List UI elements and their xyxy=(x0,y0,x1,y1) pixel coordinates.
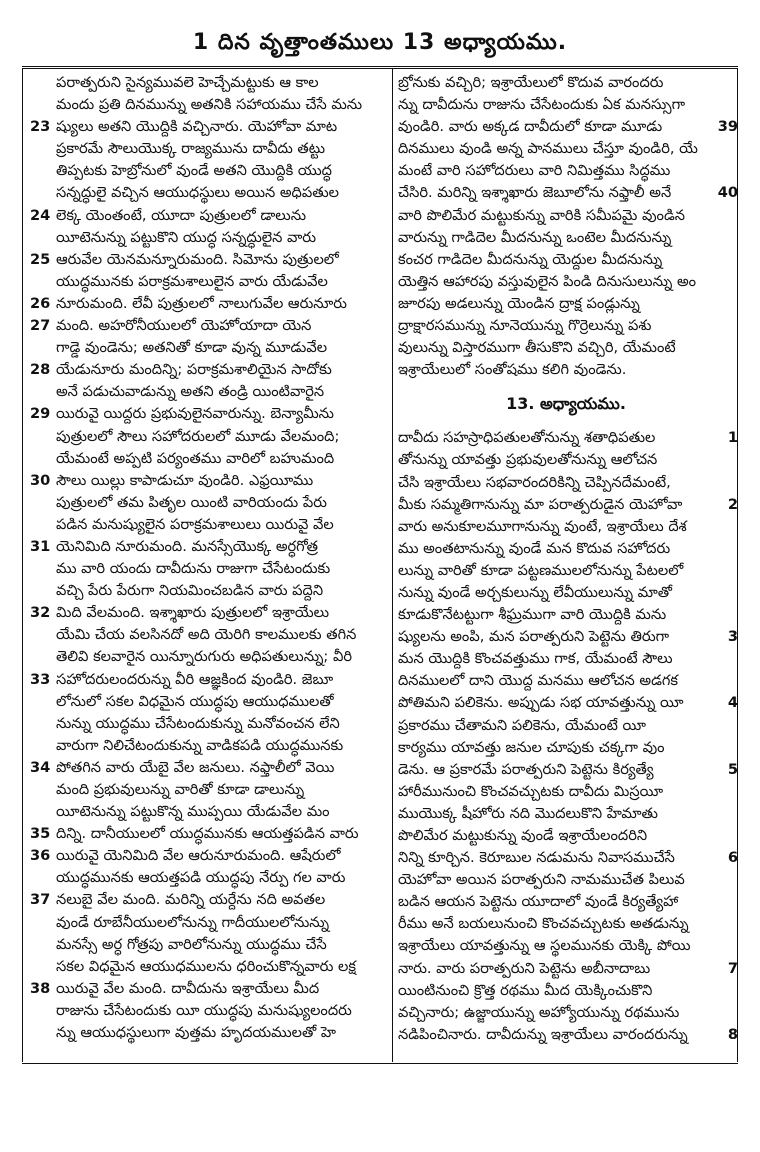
line-text: రీము అనే బయలునుంచి కొంచవచ్చుటకు అతడున్ను xyxy=(398,915,689,933)
line-text: నున్ను యుద్ధము చేసేటందుకున్ను మనోవంచన లేని xyxy=(56,714,340,732)
line-text: సౌలు యిల్లు కాపాడుచూ వుండిరి. ఎఫ్రయీము xyxy=(56,471,314,489)
text-line xyxy=(30,713,386,735)
line-text: న్ను దావీదును రాజును చేసేటందుకు ఏక మనస్సుగా xyxy=(398,96,686,114)
text-line xyxy=(30,934,386,956)
text-line xyxy=(30,160,386,182)
line-text: వుండిరి. వారు అక్కడ దావీదులో కూడా మూడు xyxy=(398,118,663,136)
line-text: హారీమునుంచి కొంచవచ్చుటకు దావీదు మిస్రయీ xyxy=(398,782,664,800)
text-line xyxy=(398,359,734,381)
text-line xyxy=(30,514,386,536)
text-line xyxy=(398,958,738,980)
text-line xyxy=(398,869,734,891)
right-frame-rule xyxy=(737,68,738,1062)
text-line xyxy=(398,205,734,227)
line-text: వచ్చి పేరు పేరుగా నియమించబడిన వారు పద్దెని xyxy=(56,582,324,600)
text-line xyxy=(30,580,386,602)
verse-number: 28 xyxy=(30,361,51,379)
text-line xyxy=(30,646,386,668)
text-line xyxy=(30,779,386,801)
text-line xyxy=(30,492,386,514)
line-text: వారి పొలిమేర మట్టుకున్ను వారికి సమీపమై వుండిన xyxy=(398,206,685,224)
text-line xyxy=(398,72,734,94)
text-line xyxy=(30,116,386,138)
line-text: సన్నద్ధులై వచ్చిన ఆయుధస్థులు అయిన అధిపతుల xyxy=(56,184,339,202)
verse-number: 4 xyxy=(727,694,738,712)
line-text: తోనున్ను యావత్తు ప్రభువులతోనున్ను ఆలోచన xyxy=(398,451,658,469)
verse-number: 6 xyxy=(727,849,738,867)
line-text: కంచర గాడిదెల మీదనున్ను యెద్దుల మీదనున్ను xyxy=(398,250,663,268)
line-text: మీకు సమ్మతిగానున్ను మా పరాత్పరుడైన యెహోవా xyxy=(398,495,683,513)
text-line xyxy=(398,759,738,781)
line-text: పొలిమేర మట్టుకున్ను వుండే ఇశ్రాయేలందరిని xyxy=(398,827,648,844)
line-text: ప్రకారమే సౌలుయొక్క రాజ్యమును దావీదు తట్టు xyxy=(56,140,326,158)
line-text: యిరువై యెనిమిది వేల ఆరునూరుమంది. ఆషేరులో xyxy=(56,847,341,865)
line-text: ష్యులను అంపి, మన పరాత్పరుని పెట్టెను తిరుగా xyxy=(398,628,670,646)
line-text: న్ను ఆయుధస్థులుగా వుత్తమ హృదయములతో హె xyxy=(56,1024,336,1042)
line-text: పడిన మనుష్యులైన పరాక్రమశాలులు యిరువై వేల xyxy=(56,515,334,533)
line-text: వులున్ను విస్తారముగా తీసుకొని వచ్చిరి, యేమంటే xyxy=(398,339,676,357)
line-text: యుద్ధమునకు ఆయత్తపడి యుద్ధపు నేర్పు గల వారు xyxy=(56,869,346,887)
line-text: యుద్ధమునకు పరాక్రమశాలులైన వారు యేడువేల xyxy=(56,272,328,290)
verse-number: 1 xyxy=(727,429,738,447)
line-text: బడిన ఆయన పెట్టెను యూదాలో వుండే కిర్యత్యేహా xyxy=(398,893,679,911)
line-text: ము వారి యందు దావీదును రాజుగా చేసేటందుకు xyxy=(56,560,331,578)
line-text: అనే పడుచువాడున్ను అతని తండ్రి యింటివారైన xyxy=(56,383,325,401)
text-line xyxy=(30,823,386,845)
line-text: మిది వేలమంది. ఇశ్శాఖారు పుత్రులలో ఇశ్రాయేలు xyxy=(56,604,330,622)
text-line xyxy=(30,536,386,558)
text-line xyxy=(30,889,386,911)
text-line xyxy=(30,757,386,779)
line-text: మంటే వారి సహోదరులు వారి నిమిత్తము సిద్ధము xyxy=(398,162,671,180)
line-text: వారుగా నిలిచేటందుకున్ను వాడికపడి యుద్ధమునకు xyxy=(56,736,344,754)
text-line xyxy=(30,337,386,359)
line-text: రాజును చేసేటందుకు యీ యుద్ధపు మనుష్యులందరు xyxy=(56,1001,352,1019)
verse-number: 5 xyxy=(727,760,738,778)
line-text: లెక్క యెంతంటే, యూదా పుత్రులలో డాలును xyxy=(56,206,306,224)
line-text: యిరువై యిద్దరు ప్రభువులైనవారున్ను. బెన్యామీను xyxy=(56,405,334,423)
text-line xyxy=(398,182,738,204)
line-text: నారు. వారు పరాత్పరుని పెట్టెను అబీనాదాబు xyxy=(398,959,651,977)
left-column xyxy=(30,72,386,1044)
text-line xyxy=(398,516,734,538)
bottom-rule xyxy=(22,1063,738,1064)
line-text: ఇశ్రాయేలులో సంతోషము కలిగి వుండెను. xyxy=(398,361,627,379)
top-rule xyxy=(22,66,738,69)
text-line xyxy=(398,315,734,337)
verse-number: 33 xyxy=(30,670,51,688)
line-text: మందు ప్రతి దినమున్ను అతనికి సహాయము చేసే మను xyxy=(56,96,363,114)
verse-number: 35 xyxy=(30,825,51,843)
line-text: మంది. అహరోనీయులలో యెహోయాదా యెన xyxy=(56,317,312,335)
text-line xyxy=(398,825,734,847)
text-line xyxy=(398,670,734,692)
text-line xyxy=(30,669,386,691)
text-line xyxy=(30,845,386,867)
text-line xyxy=(30,381,386,403)
line-text: యిరువై వేల మంది. దావీదును ఇశ్రాయేలు మీద xyxy=(56,979,320,997)
line-text: తెలివి కలవారైన యిన్నూరుగురు అధిపతులున్ను; వీరి xyxy=(56,648,353,666)
text-line xyxy=(30,602,386,624)
verse-number: 36 xyxy=(30,847,51,865)
text-line xyxy=(398,1002,734,1024)
text-line xyxy=(30,1022,386,1044)
line-text: మన యొద్దికి కొంచవత్తుము గాక, యేమంటే సౌలు xyxy=(398,650,673,668)
verse-number: 32 xyxy=(30,604,51,622)
text-line xyxy=(30,426,386,448)
line-text: వారున్ను గాడిదెల మీదనున్ను ఒంటెల మీదనున్ను xyxy=(398,228,672,246)
chapter-heading: 13. అధ్యాయము. xyxy=(506,394,626,414)
text-line xyxy=(30,182,386,204)
text-line xyxy=(398,604,734,626)
verse-number: 27 xyxy=(30,317,51,335)
text-line xyxy=(30,94,386,116)
text-line xyxy=(398,427,738,449)
line-text: యేమంటే అప్పటి పర్యంతము వారిలో బహుమంది xyxy=(56,449,335,467)
verse-number: 40 xyxy=(717,184,738,202)
text-line xyxy=(30,359,386,381)
text-line xyxy=(30,72,386,94)
line-text: బ్రోనుకు వచ్చిరి; ఇశ్రాయేలులో కొదువ వారందరు xyxy=(398,74,664,91)
text-line xyxy=(398,935,734,957)
line-text: ము అంతటానున్ను వుండే మన కొదువ సహోదరు xyxy=(398,539,671,557)
text-line xyxy=(30,271,386,293)
verse-number: 24 xyxy=(30,206,51,224)
line-text: పోతిమని పలికెను. అప్పుడు సభ యావత్తున్ను యీ xyxy=(398,694,684,712)
verse-number: 29 xyxy=(30,405,51,423)
line-text: లోనులో సకల విధమైన యుద్ధపు ఆయుధములతో xyxy=(56,692,334,710)
line-text: జూరపు అడలున్ను యెండిన ద్రాక్ష పండ్లున్ను xyxy=(398,294,640,312)
verse-number: 38 xyxy=(30,979,51,997)
right-column-top xyxy=(398,72,738,381)
line-text: కార్యము యావత్తు జనుల చూపుకు చక్కగా వుం xyxy=(398,738,665,756)
text-line xyxy=(398,781,734,803)
line-text: పరాత్పరుని సైన్యమువలె హెచ్చేమట్టుకు ఆ కాల xyxy=(56,74,319,91)
text-line xyxy=(398,249,734,271)
text-line xyxy=(398,160,734,182)
text-line xyxy=(398,293,734,315)
text-line xyxy=(398,847,738,869)
line-text: ప్రకారము చేతామని పలికెను, యేమంటే యీ xyxy=(398,716,646,734)
text-line xyxy=(398,494,738,516)
right-column xyxy=(398,72,738,1046)
line-text: వచ్చినారు; ఉజ్జాయున్ను అహ్యోయున్ను రథమును xyxy=(398,1003,680,1021)
line-text: ద్రాక్షారసమున్ను నూనెయున్ను గొర్రెలున్ను పశు xyxy=(398,317,652,335)
line-text: యీటెనున్ను పట్టుకొని యుద్ధ సన్నద్ధులైన వారు xyxy=(56,228,316,246)
left-frame-rule xyxy=(22,68,23,1062)
text-line xyxy=(398,737,734,759)
line-text: దిన్ని. దానీయులలో యుద్ధమునకు ఆయత్తపడిన వారు xyxy=(56,825,359,843)
text-line xyxy=(30,403,386,425)
text-line xyxy=(30,138,386,160)
line-text: యెహోవా అయిన పరాత్పరుని నామముచేత పిలువ xyxy=(398,871,685,889)
text-line xyxy=(398,449,734,471)
text-line xyxy=(398,648,734,670)
line-text: ష్యులు అతని యొద్దికి వచ్చినారు. యెహోవా మాట xyxy=(56,118,338,136)
text-line xyxy=(398,626,738,648)
text-line xyxy=(398,1024,738,1046)
line-text: నడిపించినారు. దావీదున్ను ఇశ్రాయేలు వారందరున్ను xyxy=(398,1025,688,1043)
text-line xyxy=(398,891,734,913)
verse-number: 25 xyxy=(30,250,51,268)
line-text: మంది ప్రభువులున్ను వారితో కూడా డాలున్ను xyxy=(56,781,305,798)
line-text: లున్ను వారితో కూడా పట్టణములలోనున్ను పేటలలో xyxy=(398,561,684,579)
line-text: కూడుకొనేటట్టుగా శీఘ్రముగా వారి యొద్దికి మను xyxy=(398,606,667,624)
text-line xyxy=(398,271,734,293)
line-text: ముయొక్క షీహోరు నది మొదలుకొని హేమాతు xyxy=(398,804,658,822)
line-text: చేసిరి. మరిన్ని ఇశ్శాఖారు జెబూలోను నఫ్తాలీ అనే xyxy=(398,184,672,202)
text-line xyxy=(30,801,386,823)
text-line xyxy=(30,956,386,978)
text-line xyxy=(398,980,734,1002)
verse-number: 7 xyxy=(727,959,738,977)
line-text: యింటినుంచి క్రొత్త రథము మీద యెక్కించుకొని xyxy=(398,981,653,999)
line-text: నిన్ని కూర్చిన. కెరూబుల నడుమను నివాసముచేసే xyxy=(398,849,675,867)
text-line xyxy=(30,691,386,713)
verse-number: 30 xyxy=(30,471,51,489)
text-line xyxy=(398,803,734,825)
line-text: యెత్తిన ఆహారపు వస్తువులైన పిండి దినుసులున్ను అం xyxy=(398,272,697,290)
line-text: ఆరువేల యెనమన్నూరుమంది. సిమోను పుత్రులలో xyxy=(56,250,339,268)
line-text: ఇశ్రాయేలు యావత్తున్ను ఆ స్థలమునకు యెక్కి పోయి xyxy=(398,937,691,955)
text-line xyxy=(398,337,734,359)
text-line xyxy=(398,715,734,737)
text-line xyxy=(398,692,738,714)
verse-number: 26 xyxy=(30,294,51,312)
text-line xyxy=(30,735,386,757)
line-text: యెనిమిది నూరుమంది. మనస్సేయొక్క అర్ధగోత్ర xyxy=(56,537,319,555)
line-text: సహోదరులందరున్ను వీరి ఆజ్ఞకింద వుండిరి. జెబూ xyxy=(56,670,334,688)
line-text: వుండే రూబేనీయులలోనున్ను గాదీయులలోనున్ను xyxy=(56,913,330,931)
text-line xyxy=(398,472,734,494)
line-text: పుత్రులలో తమ పితృల యింటి వారియందు పేరు xyxy=(56,493,327,511)
text-line xyxy=(398,94,734,116)
line-text: యేమి చేయ వలసినదో అది యెరిగి కాలములకు తగిన xyxy=(56,626,357,644)
text-line xyxy=(30,249,386,271)
text-line xyxy=(30,558,386,580)
text-line xyxy=(398,116,738,138)
line-text: దినములు వుండి అన్న పానములు చేస్తూ వుండిరి, యే xyxy=(398,140,698,158)
text-line xyxy=(398,582,734,604)
verse-number: 23 xyxy=(30,118,51,136)
text-line xyxy=(30,227,386,249)
text-line xyxy=(398,138,734,160)
line-text: నూరుమంది. లేవీ పుత్రులలో నాలుగువేల ఆరునూరు xyxy=(56,294,347,312)
column-divider xyxy=(392,68,393,1062)
verse-number: 2 xyxy=(727,495,738,513)
text-line xyxy=(30,867,386,889)
line-text: గాడ్డె వుండెను; అతనితో కూడా వున్న మూడువేల xyxy=(56,339,328,357)
line-text: పుత్రులలో సౌలు సహోదరులలో మూడు వేలమంది; xyxy=(56,427,340,445)
line-text: వారు అనుకూలమూగానున్ను వుంటే, ఇశ్రాయేలు దేశ xyxy=(398,517,687,535)
text-line xyxy=(398,538,734,560)
text-line xyxy=(30,624,386,646)
line-text: యేడునూరు మందిన్ని; పరాక్రమశాలియైన సాదోకు xyxy=(56,361,332,379)
text-line xyxy=(30,205,386,227)
page-title: 1 దిన వృత్తాంతములు 13 అధ్యాయము. xyxy=(192,30,568,55)
text-line xyxy=(30,448,386,470)
line-text: మనస్సే అర్ధ గోత్రపు వారిలోనున్ను యుద్ధము చేసే xyxy=(56,935,327,953)
line-text: పోతగిన వారు యేబై వేల జనులు. నఫ్తాలీలో వెయి xyxy=(56,758,335,776)
line-text: దావీదు సహస్రాధిపతులతోనున్ను శతాధిపతుల xyxy=(398,429,656,447)
text-line xyxy=(30,293,386,315)
line-text: తిప్పటకు హెబ్రోనులో వుండే అతని యొద్దికి యుద్ధ xyxy=(56,162,332,180)
verse-number: 39 xyxy=(717,118,738,136)
text-line xyxy=(398,560,734,582)
verse-number: 8 xyxy=(727,1025,738,1043)
text-line xyxy=(30,978,386,1000)
line-text: డెను. ఆ ప్రకారమే పరాత్పరుని పెట్టెను కిర్యత్యే xyxy=(398,760,654,778)
right-column-bottom xyxy=(398,427,738,1046)
line-text: దినములలో దాని యొద్ద మనము ఆలోచన అడగక xyxy=(398,672,679,690)
verse-number: 34 xyxy=(30,758,51,776)
line-text: చేసి ఇశ్రాయేలు సభవారందరికిన్ని చెప్పినదేమంటే, xyxy=(398,473,671,491)
verse-number: 37 xyxy=(30,891,51,909)
text-line xyxy=(30,315,386,337)
line-text: సకల విధమైన ఆయుధములను ధరించుకొన్నవారు లక్ష xyxy=(56,957,356,975)
text-line xyxy=(30,1000,386,1022)
text-line xyxy=(398,227,734,249)
text-line xyxy=(398,913,734,935)
line-text: యీటెనున్ను పట్టుకొన్న ముప్పయి యేడువేల మం xyxy=(56,803,330,821)
text-line xyxy=(30,470,386,492)
line-text: నున్ను వుండే అర్చకులున్ను లేవీయులున్ను మాతో xyxy=(398,583,673,601)
line-text: నలుబై వేల మంది. మరిన్ని యర్దేను నది అవతల xyxy=(56,891,326,909)
verse-number: 31 xyxy=(30,537,51,555)
text-line xyxy=(30,912,386,934)
verse-number: 3 xyxy=(727,628,738,646)
